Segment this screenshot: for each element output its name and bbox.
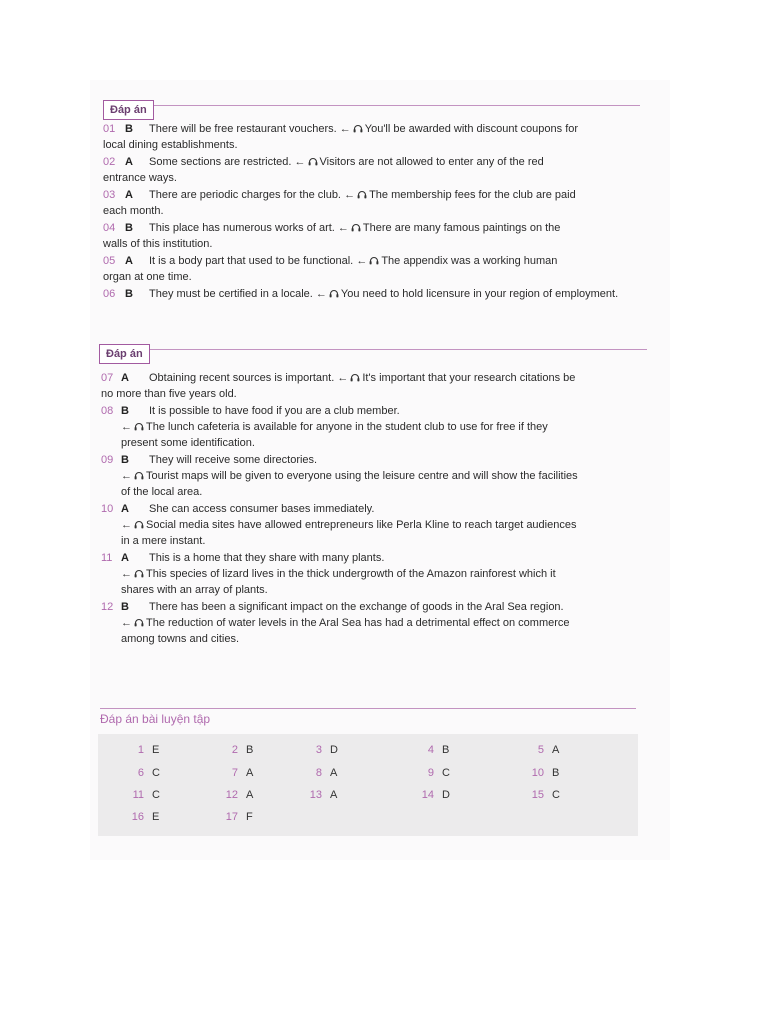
left-arrow-icon: ← bbox=[121, 519, 132, 531]
headphones-icon bbox=[134, 422, 144, 431]
answer-item bbox=[103, 154, 648, 186]
left-arrow-icon: ← bbox=[294, 156, 306, 168]
practice-number: 4 bbox=[427, 744, 434, 756]
practice-answer bbox=[214, 767, 253, 779]
item-audio-cont: in a mere instant. bbox=[121, 535, 206, 547]
item-number: 06 bbox=[103, 288, 116, 300]
practice-letter: A bbox=[330, 767, 338, 779]
item-statement: It is possible to have food if you are a club member. bbox=[149, 405, 400, 417]
practice-number: 12 bbox=[225, 789, 238, 801]
item-audio: The reduction of water levels in the Aral Sea has had a detrimental effect on commerce bbox=[146, 617, 570, 629]
left-arrow-icon: ← bbox=[315, 288, 327, 300]
practice-number: 2 bbox=[231, 744, 238, 756]
item-answer: B bbox=[121, 454, 129, 466]
item-audio-cont: organ at one time. bbox=[103, 271, 192, 283]
audio-line bbox=[101, 566, 649, 582]
item-statement: It is a body part that used to be functional. bbox=[149, 255, 354, 267]
audio-continuation bbox=[101, 386, 649, 402]
item-audio-cont: no more than five years old. bbox=[101, 388, 237, 400]
item-audio: The appendix was a working human bbox=[381, 255, 558, 267]
practice-letter: F bbox=[246, 811, 253, 823]
section2-rule bbox=[150, 349, 647, 350]
left-arrow-icon: ← bbox=[121, 617, 132, 629]
answer-item bbox=[103, 253, 648, 285]
item-number: 09 bbox=[101, 454, 114, 466]
practice-answer bbox=[298, 767, 337, 779]
practice-letter: C bbox=[152, 789, 160, 801]
headphones-icon bbox=[134, 471, 144, 480]
practice-number: 14 bbox=[421, 789, 434, 801]
practice-answer bbox=[520, 744, 559, 756]
item-audio: It's important that your research citations be bbox=[362, 372, 576, 384]
item-answer: B bbox=[125, 123, 133, 135]
answer-item bbox=[103, 121, 648, 153]
practice-letter: C bbox=[552, 789, 560, 801]
headphones-icon bbox=[134, 569, 144, 578]
section1-rule bbox=[154, 105, 640, 106]
practice-number: 3 bbox=[315, 744, 322, 756]
practice-answer bbox=[298, 789, 337, 801]
item-statement: Obtaining recent sources is important. bbox=[149, 372, 335, 384]
answer-item bbox=[101, 370, 649, 402]
practice-answer bbox=[120, 744, 159, 756]
practice-number: 9 bbox=[427, 767, 434, 779]
item-answer: A bbox=[121, 372, 129, 384]
practice-letter: B bbox=[552, 767, 560, 779]
audio-line bbox=[101, 419, 649, 435]
headphones-icon bbox=[350, 373, 360, 382]
practice-letter: D bbox=[442, 789, 450, 801]
item-statement: She can access consumer bases immediately. bbox=[149, 503, 375, 515]
practice-letter: E bbox=[152, 744, 160, 756]
left-arrow-icon: ← bbox=[344, 189, 356, 201]
audio-line bbox=[101, 468, 649, 484]
practice-letter: A bbox=[246, 789, 254, 801]
item-statement: They must be certified in a locale. bbox=[149, 288, 313, 300]
practice-letter: D bbox=[330, 744, 338, 756]
practice-number: 11 bbox=[132, 789, 144, 801]
practice-letter: A bbox=[246, 767, 254, 779]
item-audio: The membership fees for the club are paid bbox=[369, 189, 576, 201]
audio-continuation bbox=[101, 435, 649, 451]
practice-number: 1 bbox=[137, 744, 144, 756]
practice-answer-grid bbox=[98, 734, 638, 836]
answer-item bbox=[101, 550, 649, 598]
item-audio: Tourist maps will be given to everyone using the leisure centre and will show the facilities bbox=[146, 470, 578, 482]
left-arrow-icon: ← bbox=[356, 255, 368, 267]
item-answer: A bbox=[125, 255, 133, 267]
item-audio-cont: present some identification. bbox=[121, 437, 255, 449]
item-statement: Some sections are restricted. bbox=[149, 156, 292, 168]
practice-letter: B bbox=[442, 744, 450, 756]
item-audio: You need to hold licensure in your region of employment. bbox=[340, 288, 619, 300]
item-statement: There has been a significant impact on the exchange of goods in the Aral Sea region. bbox=[149, 601, 564, 613]
item-audio-cont: walls of this institution. bbox=[103, 238, 213, 250]
section2-items bbox=[101, 370, 649, 648]
practice-answer bbox=[120, 767, 160, 779]
practice-number: 15 bbox=[531, 789, 544, 801]
practice-number: 17 bbox=[225, 811, 238, 823]
item-answer: B bbox=[125, 222, 133, 234]
audio-continuation bbox=[101, 582, 649, 598]
item-answer: A bbox=[121, 503, 129, 515]
item-audio-cont: of the local area. bbox=[121, 486, 203, 498]
practice-answer bbox=[410, 789, 450, 801]
item-audio: The lunch cafeteria is available for anyone in the student club to use for free if they bbox=[146, 421, 548, 433]
item-audio-cont: each month. bbox=[103, 205, 164, 217]
practice-rule bbox=[100, 708, 636, 709]
practice-letter: E bbox=[152, 811, 160, 823]
item-audio: Visitors are not allowed to enter any of the red bbox=[319, 156, 544, 168]
item-answer: B bbox=[121, 405, 129, 417]
section1-heading: Đáp án bbox=[103, 100, 154, 120]
item-answer: A bbox=[125, 156, 133, 168]
practice-number: 7 bbox=[231, 767, 238, 779]
practice-number: 6 bbox=[137, 767, 144, 779]
practice-answer bbox=[520, 789, 560, 801]
practice-letter: C bbox=[442, 767, 450, 779]
answer-item bbox=[103, 220, 648, 252]
answer-item bbox=[101, 599, 649, 647]
audio-continuation bbox=[101, 631, 649, 647]
item-audio-cont: entrance ways. bbox=[103, 172, 177, 184]
audio-continuation bbox=[103, 203, 648, 219]
practice-letter: C bbox=[152, 767, 160, 779]
left-arrow-icon: ← bbox=[121, 568, 132, 580]
section1-items bbox=[103, 121, 648, 303]
practice-answer bbox=[298, 744, 338, 756]
answer-item bbox=[101, 452, 649, 500]
item-number: 11 bbox=[101, 552, 113, 564]
item-statement: This is a home that they share with many plants. bbox=[149, 552, 385, 564]
answer-item bbox=[101, 403, 649, 451]
answer-item bbox=[103, 286, 648, 302]
left-arrow-icon: ← bbox=[337, 372, 349, 384]
item-answer: B bbox=[121, 601, 129, 613]
audio-line bbox=[101, 615, 649, 631]
item-number: 07 bbox=[101, 372, 114, 384]
practice-number: 8 bbox=[315, 767, 322, 779]
item-statement: This place has numerous works of art. bbox=[149, 222, 335, 234]
practice-letter: A bbox=[552, 744, 560, 756]
section1-header bbox=[103, 98, 640, 122]
practice-number: 13 bbox=[309, 789, 322, 801]
item-statement: They will receive some directories. bbox=[149, 454, 318, 466]
left-arrow-icon: ← bbox=[121, 470, 132, 482]
audio-continuation bbox=[103, 137, 648, 153]
item-statement: There will be free restaurant vouchers. bbox=[149, 123, 337, 135]
headphones-icon bbox=[134, 520, 144, 529]
practice-answer bbox=[410, 744, 449, 756]
headphones-icon bbox=[351, 223, 361, 232]
item-answer: A bbox=[121, 552, 129, 564]
practice-letter: A bbox=[330, 789, 338, 801]
audio-continuation bbox=[101, 484, 649, 500]
item-audio-cont: shares with an array of plants. bbox=[121, 584, 268, 596]
item-audio: You'll be awarded with discount coupons for bbox=[364, 123, 579, 135]
item-answer: A bbox=[125, 189, 133, 201]
item-number: 04 bbox=[103, 222, 116, 234]
practice-answer bbox=[120, 811, 159, 823]
practice-number: 10 bbox=[531, 767, 544, 779]
item-audio: Social media sites have allowed entrepreneurs like Perla Kline to reach target audiences bbox=[146, 519, 577, 531]
item-audio-cont: local dining establishments. bbox=[103, 139, 238, 151]
item-number: 03 bbox=[103, 189, 116, 201]
answer-item bbox=[101, 501, 649, 549]
practice-answer bbox=[214, 789, 253, 801]
left-arrow-icon: ← bbox=[121, 421, 132, 433]
item-number: 12 bbox=[101, 601, 114, 613]
audio-line bbox=[101, 517, 649, 533]
practice-letter: B bbox=[246, 744, 254, 756]
practice-number: 16 bbox=[131, 811, 144, 823]
left-arrow-icon: ← bbox=[339, 123, 351, 135]
practice-title: Đáp án bài luyện tập bbox=[100, 712, 211, 726]
item-number: 05 bbox=[103, 255, 116, 267]
headphones-icon bbox=[329, 289, 339, 298]
practice-answer bbox=[214, 744, 253, 756]
headphones-icon bbox=[369, 256, 379, 265]
item-statement: There are periodic charges for the club. bbox=[149, 189, 341, 201]
practice-answer bbox=[214, 811, 253, 823]
section2-header bbox=[99, 342, 647, 366]
headphones-icon bbox=[357, 190, 367, 199]
headphones-icon bbox=[134, 618, 144, 627]
audio-continuation bbox=[101, 533, 649, 549]
audio-continuation bbox=[103, 170, 648, 186]
item-answer: B bbox=[125, 288, 133, 300]
item-number: 08 bbox=[101, 405, 114, 417]
practice-number: 5 bbox=[537, 744, 544, 756]
item-audio: There are many famous paintings on the bbox=[362, 222, 561, 234]
item-number: 01 bbox=[103, 123, 116, 135]
section2-heading: Đáp án bbox=[99, 344, 150, 364]
item-number: 10 bbox=[101, 503, 114, 515]
item-audio: This species of lizard lives in the thick undergrowth of the Amazon rainforest which it bbox=[146, 568, 556, 580]
item-number: 02 bbox=[103, 156, 116, 168]
left-arrow-icon: ← bbox=[337, 222, 349, 234]
headphones-icon bbox=[308, 157, 318, 166]
audio-continuation bbox=[103, 269, 648, 285]
practice-answer bbox=[120, 789, 160, 801]
headphones-icon bbox=[353, 124, 363, 133]
answer-item bbox=[103, 187, 648, 219]
audio-continuation bbox=[103, 236, 648, 252]
practice-answer bbox=[520, 767, 559, 779]
item-audio-cont: among towns and cities. bbox=[121, 633, 240, 645]
practice-answer bbox=[410, 767, 450, 779]
